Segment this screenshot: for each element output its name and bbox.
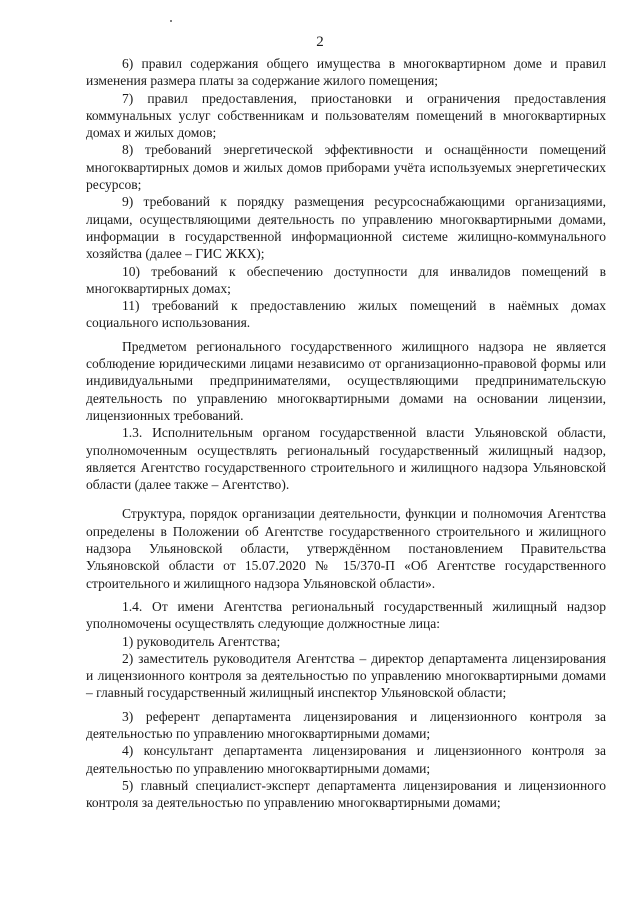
paragraph-item-11: 11) требований к предоставлению жилых помещений в наёмных домах социального использования.	[86, 298, 606, 331]
scan-speck	[170, 20, 172, 22]
paragraph-item-8: 8) требований энергетической эффективности и оснащённости помещений многоквартирных домов и жилых домов приборами учёта используемых энергетических ресурсов;	[86, 142, 606, 193]
page-number: 2	[316, 34, 324, 50]
paragraph-section-1-4: 1.4. От имени Агентства региональный государственный жилищный надзор уполномочены осуществлять следующие должностные лица:	[86, 598, 606, 632]
paragraph-subject-exclusion: Предметом регионального государственного жилищного надзора не является соблюдение юридическими лицами независимо от организационно-правовой формы или индивидуальными предпринимателями, осуществляющими предпринимательскую деятельность по управлению многоквартирными домами на основании лицензии, лицензионных требований.	[86, 338, 606, 423]
paragraph-item-10: 10) требований к обеспечению доступности для инвалидов помещений в многоквартирных домах;	[86, 263, 606, 296]
paragraph-section-1-3: 1.3. Исполнительным органом государственной власти Ульяновской области, уполномоченным осуществлять региональный государственный жилищный надзор, является Агентство государственного строительного и жилищного надзора Ульяновской области (далее также – Агентство).	[86, 425, 606, 493]
paragraph-item-7: 7) правил предоставления, приостановки и ограничения предоставления коммунальных услуг собственникам и пользователям помещений в многоквартирных домах и жилых домов;	[86, 90, 606, 141]
official-item-1: 1) руководитель Агентства;	[122, 633, 281, 649]
paragraph-item-6: 6) правил содержания общего имущества в многоквартирном доме и правил изменения размера платы за содержание жилого помещения;	[86, 56, 606, 89]
official-item-2: 2) заместитель руководителя Агентства – директор департамента лицензирования и лицензионного контроля за деятельностью по управлению многоквартирными домами – главный государственный жилищный инспектор Ульяновской области;	[86, 650, 606, 701]
official-item-3: 3) референт департамента лицензирования и лицензионного контроля за деятельностью по управлению многоквартирными домами;	[86, 708, 606, 741]
official-item-4: 4) консультант департамента лицензирования и лицензионного контроля за деятельностью по управлению многоквартирными домами;	[86, 743, 606, 776]
paragraph-agency-structure: Структура, порядок организации деятельности, функции и полномочия Агентства определены в Положении об Агентстве государственного строительного и жилищного надзора Ульяновской области, утверждённом постановлением Правительства Ульяновской области от 15.07.2020 № 15/370-П «Об Агентстве государственного строительного и жилищного надзора Ульяновской области».	[86, 506, 606, 591]
document-body	[86, 55, 606, 811]
paragraph-item-9: 9) требований к порядку размещения ресурсоснабжающими организациями, лицами, осуществляющими деятельность по управлению многоквартирными домами, информации в государственной информационной системе жилищно-коммунального хозяйства (далее – ГИС ЖКХ);	[86, 194, 606, 262]
official-item-5: 5) главный специалист-эксперт департамента лицензирования и лицензионного контроля за деятельностью по управлению многоквартирными домами;	[86, 777, 606, 811]
